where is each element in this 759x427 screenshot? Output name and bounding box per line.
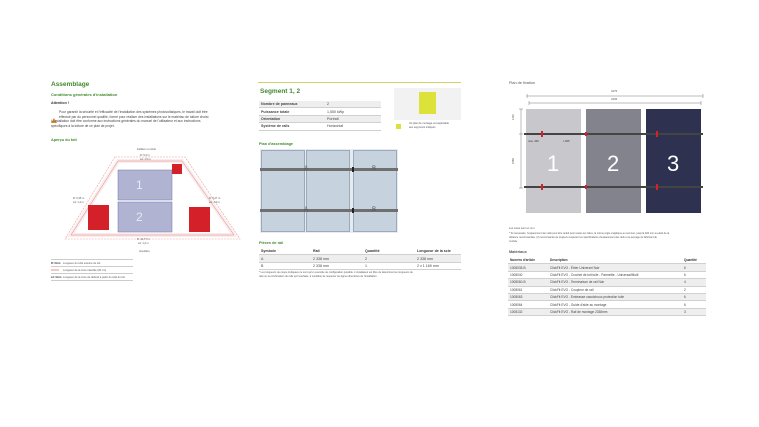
roof-panel-1 [118,170,172,200]
material-cell: ClickFit EVO - Crochet de toit tuile - Parmelite - Universal/Multi [548,271,682,278]
dim-left: a1: 1,4 m [73,201,84,204]
rails-table [259,248,461,270]
material-cell: 1008064 [508,301,548,308]
fixation-panel-1-label: 1 [547,151,560,176]
roof-hook-marker [541,184,543,190]
assembly-title: Plan d'assemblage [259,142,294,146]
roof-hook-marker [656,184,658,190]
rails-cell: B [259,262,311,269]
rail-label-a: A [304,207,309,213]
material-header: Numéro d'article [508,257,548,264]
roof-hook-marker [541,131,543,137]
dim-inner: 3406 [611,97,618,101]
rails-header: Longueur de la scie [415,248,461,255]
dim-top: a1: 1,5 m [140,158,151,161]
rails-cell: 1 [363,262,415,269]
rails-footnote: * Les longueurs de coupe indiquées ne sont qu'un exemple de configuration possible. L'installateur est libre de déterminer les longueurs de [259,271,413,274]
rail-coupler [585,132,587,136]
dim-top: R: 5,2 m [140,154,150,157]
segment-preview [394,88,461,120]
material-header: Description [548,257,682,264]
roof-overview-title: Aperçu du toit [51,138,77,142]
material-cell: 1008040 [508,271,548,278]
prop-label: Puissance totale [259,108,325,115]
assembly-plan [260,149,398,233]
fixation-rail-bottom [524,186,703,188]
dim-right: R: 6,27 m [209,197,221,200]
warning-line: L'installation doit être conforme aux instructions générales du manuel de l'utilisateur et aux instructions [51,119,201,123]
fixation-title: Plan de fixation [509,81,535,85]
rail-label-a: A [304,166,309,172]
dim-top: Faîtière ou crête [137,148,156,151]
gap-label: ≥ 505 [563,140,570,143]
dim-bottom: a1: 1,2 m [138,242,149,245]
dim-side: 1230 [512,114,515,120]
rails-cell: 2 x 1 169 mm [415,262,461,269]
material-cell: 1008035-B [508,264,548,271]
material-cell: 6 [682,301,706,308]
rails-header: Rail [311,248,363,255]
rail-coupler [352,208,354,213]
rails-title: Pièces de rail [259,241,284,245]
legend-text: Longueur de la zone interdite (30 cm) [63,268,107,272]
material-cell: 6 [682,264,706,271]
obstacle-right [189,207,210,232]
segment-preview-panel [419,92,436,114]
rails-cell: A [259,255,311,262]
segment-props-table [259,101,381,131]
assembly-panel [353,150,397,232]
warning-line: spécifiques à la toiture de ce plan de projet. [51,123,115,128]
left-subtitle: Conditions générales d'installation [51,92,118,97]
roof-legend [51,259,133,281]
segment-divider [258,82,461,83]
dim-right: a1: 1,4 m [209,201,220,204]
gutter-label: Gouttière [139,250,150,253]
material-cell: 6 [682,293,706,300]
assembly-panel [306,150,350,232]
rail-bottom [260,209,398,212]
fixation-note: distance recommandée. (2) recommande de toujours respecter les spécifications d'espacement des rails et le perçage du fabricant du [509,236,658,239]
rail-coupler [585,185,587,189]
prop-label: Système de rails [259,123,325,130]
rails-cell: 2 338 mm [311,255,363,262]
material-cell: 1008132 [508,308,548,315]
fixation-note: module. [509,240,518,243]
rail-top [260,168,398,171]
material-header: Quantité [682,257,706,264]
max-distance-label: max. 200 [528,140,539,143]
fixation-note: * Si nécessaire, l'espacement des rails peut être réduit pour toutes les tuiles, la même règle s'applique au sommet, jusqu'à 400 mm au-delà de la [509,232,670,235]
obstacle-top [172,164,182,174]
material-cell: 2 [682,286,706,293]
material-title: Matériaux [509,250,527,254]
prop-value: Horizontal [325,123,381,130]
warning-line: effectué par du personnel qualifié, formé pour réaliser des installations sur le matériau de toiture choisi. [59,114,210,119]
dim-bottom: R: 12,77 m [137,238,150,241]
roof-panel-2-label: 2 [136,210,143,224]
material-cell: ClickFit EVO - Terminaison de rail Noir [548,279,682,286]
fixation-panel-3-label: 3 [667,151,680,176]
material-cell: 1008061 [508,286,548,293]
segment-legend-note: aux segments indiqués [409,126,436,129]
units-note: Les cotes sont en mm [509,227,535,230]
left-title: Assemblage [51,81,90,88]
material-cell: ClickFit EVO - Guide d'aide au montage [548,301,682,308]
roof-panel-2 [118,202,172,232]
material-cell: 1008060-B [508,279,548,286]
legend-text: Longueur du côté externe du toit [63,261,101,265]
material-cell: 1008063 [508,293,548,300]
dim-left: R: 6,35 m [73,197,85,200]
prop-label: Nombre de panneaux [259,101,325,108]
prop-label: Orientation [259,115,325,122]
segment-title: Segment 1, 2 [260,88,301,95]
dim-outer: 3476 [611,89,618,93]
rails-footnote: rails ou la combinaison de rails qu'il souhaite, à condition de respecter les lignes directrices de l'installation. [259,275,378,278]
material-cell: ClickFit EVO - Coupleur de rail [548,286,682,293]
rails-header: Quantité [363,248,415,255]
legend-text: Longueur de la zone de débord à partir du côté du toit [63,275,125,279]
material-cell: ClickFit EVO - Rail de montage 2338mm [548,308,682,315]
rails-cell: 2 338 mm [415,255,461,262]
assembly-panel [261,150,305,232]
prop-value: 2 [325,101,381,108]
material-cell: ClickFit EVO - Étrier Universel Noir [548,264,682,271]
material-cell: ClickFit EVO - Embrasse caoutchouc protection tuile [548,293,682,300]
rail-label-b: B [372,166,377,172]
fixation-panel-2-label: 2 [607,151,620,176]
warning-icon [51,110,57,115]
roof-hook-marker [656,131,658,137]
rails-cell: 2 [363,255,415,262]
legend-code: R: 0/cm [51,261,61,265]
segment-legend-note: Os plan de montage est applicable [409,122,449,125]
dim-side: 1668 [512,158,515,164]
rail-coupler [352,167,354,172]
material-table [508,257,706,316]
rail-label-b: B [372,207,377,213]
obstacle-left [88,205,109,230]
material-cell: 3 [682,308,706,315]
roof-panel-1-label: 1 [136,178,143,192]
fixation-rail-top [524,133,703,135]
rails-header: Symbole [259,248,311,255]
prop-value: Portrait [325,115,381,122]
prop-value: 1,550 kWp [325,108,381,115]
attention-label: Attention ! [51,101,69,105]
warning-line: Pour garantir la sécurité et l'efficacité de l'installation des systèmes photovoltaïques, le travail doit être [59,110,208,114]
rails-cell: 2 338 mm [311,262,363,269]
legend-swatch [51,269,59,271]
roof-drawing [60,147,250,247]
legend-code: a1: 0/cm [51,275,62,279]
material-cell: 4 [682,279,706,286]
material-cell: 6 [682,271,706,278]
legend-swatch [396,124,401,129]
